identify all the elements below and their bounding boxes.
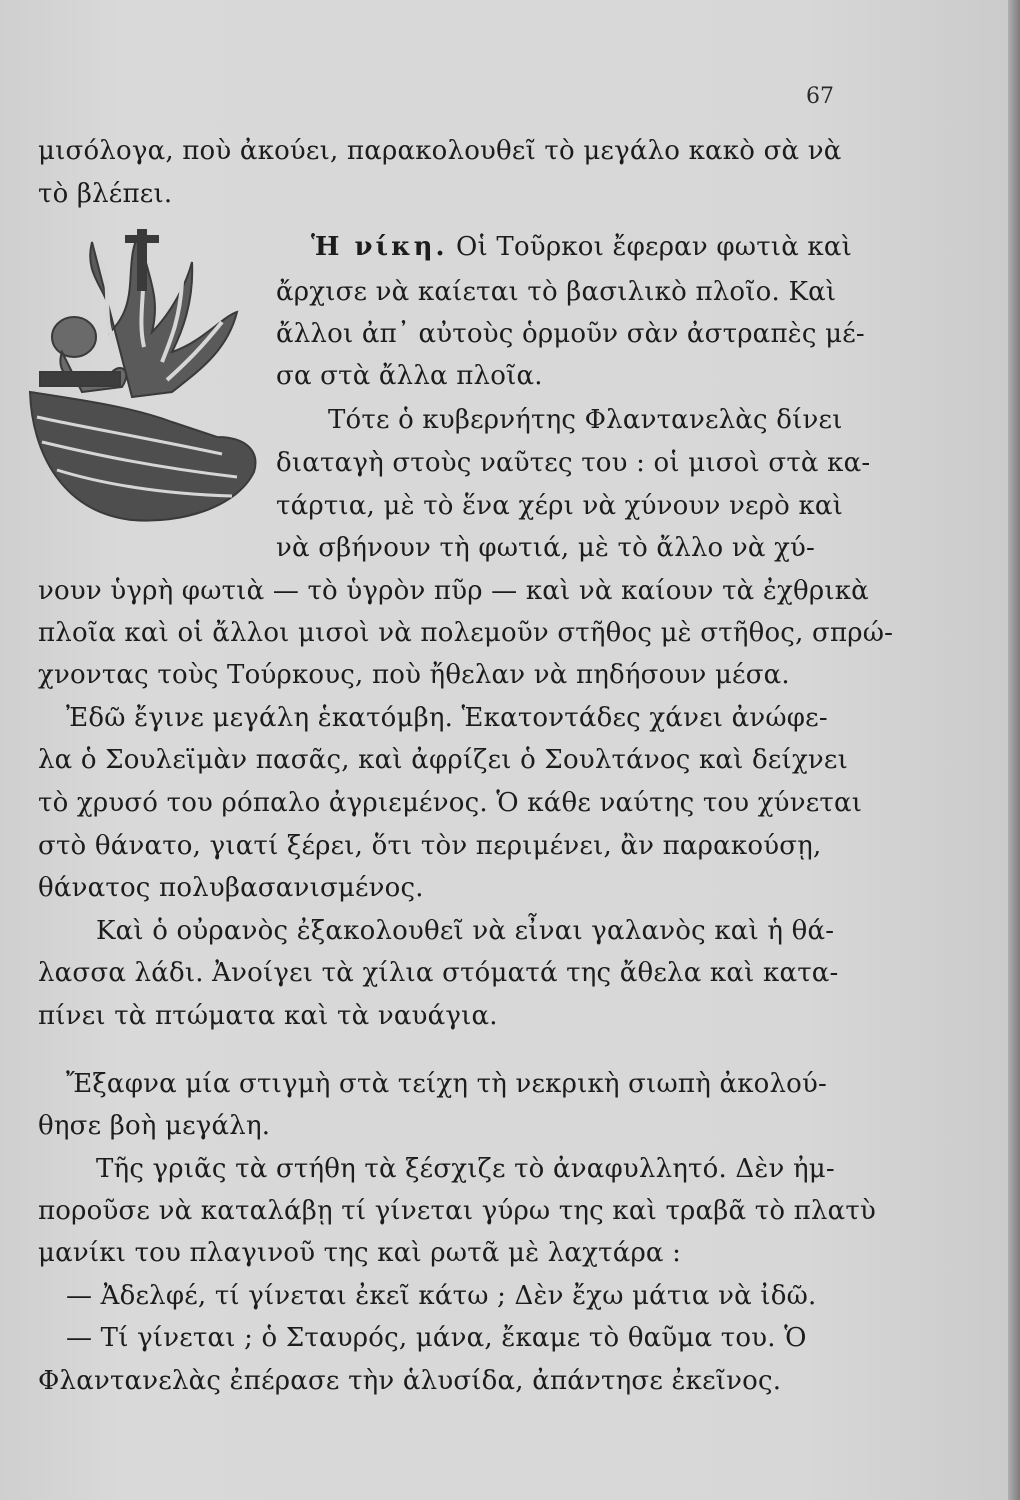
text-line-22: Ἔξαφνα μία στιγμὴ στὰ τείχη τὴ νεκρικὴ σιωπὴ ἀκολού- <box>66 1069 828 1099</box>
ship-woodcut-illustration <box>22 222 264 524</box>
text-line-7: Τότε ὁ κυβερνήτης Φλαντανελὰς δίνει <box>328 405 843 435</box>
text-line-5: ἄλλοι ἀπ᾽ αὐτοὺς ὁρμοῦν σὰν ἀστραπὲς μέ- <box>276 319 865 349</box>
text-line-23: θησε βοὴ μεγάλη. <box>38 1111 271 1141</box>
text-line-21: πίνει τὰ πτώματα καὶ τὰ ναυάγια. <box>38 1001 498 1031</box>
text-line-8: διαταγὴ στοὺς ναῦτες του : οἱ μισοὶ στὰ κα- <box>276 448 871 478</box>
text-line-20: λασσα λάδι. Ἀνοίγει τὰ χίλια στόματά της ἄθελα καὶ κατα- <box>38 958 839 988</box>
text-line-26: μανίκι του πλαγινοῦ της καὶ ρωτᾶ μὲ λαχτάρα : <box>38 1238 682 1268</box>
text-line-2: τὸ βλέπει. <box>38 179 173 209</box>
text-line-28: — Τί γίνεται ; ὁ Σταυρός, μάνα, ἔκαμε τὸ θαῦμα του. Ὁ <box>66 1323 807 1353</box>
text-line-3-rest: Οἱ Τοῦρκοι ἔφεραν φωτιὰ καὶ <box>447 232 853 262</box>
text-line-18: θάνατος πολυβασανισμένος. <box>38 873 424 903</box>
text-line-27: — Ἀδελφέ, τί γίνεται ἐκεῖ κάτω ; Δὲν ἔχω μάτια νὰ ἰδῶ. <box>66 1281 817 1311</box>
text-line-14: Ἐδῶ ἔγινε μεγάλη ἑκατόμβη. Ἑκατοντάδες χάνει ἀνώφε- <box>66 703 828 733</box>
text-line-11: νουν ὑγρὴ φωτιὰ — τὸ ὑγρὸν πῦρ — καὶ νὰ καίουν τὰ ἐχθρικὰ <box>38 576 869 606</box>
text-line-13: χνοντας τοὺς Τούρκους, ποὺ ἤθελαν νὰ πηδήσουν μέσα. <box>38 660 790 690</box>
text-line-25: ποροῦσε νὰ καταλάβῃ τί γίνεται γύρω της καὶ τραβᾶ τὸ πλατὺ <box>38 1196 876 1226</box>
page-number: 67 <box>806 84 834 109</box>
page-edge <box>1008 0 1020 1500</box>
text-line-1: μισόλογα, ποὺ ἀκούει, παρακολουθεῖ τὸ μεγάλο κακὸ σὰ νὰ <box>38 136 842 166</box>
text-line-15: λα ὁ Σουλεϊμὰν πασᾶς, καὶ ἀφρίζει ὁ Σουλτάνος καὶ δείχνει <box>38 745 848 775</box>
section-heading-niki: Ἡ νίκη. <box>311 232 448 262</box>
text-line-10: νὰ σβήνουν τὴ φωτιά, μὲ τὸ ἄλλο νὰ χύ- <box>276 533 816 563</box>
text-line-19: Καὶ ὁ οὐρανὸς ἐξακολουθεῖ νὰ εἶναι γαλανὸς καὶ ἡ θά- <box>96 916 835 946</box>
text-line-9: τάρτια, μὲ τὸ ἕνα χέρι νὰ χύνουν νερὸ καὶ <box>276 491 844 521</box>
text-line-24: Τῆς γριᾶς τὰ στήθη τὰ ξέσχιζε τὸ ἀναφυλλητό. Δὲν ἠμ- <box>96 1154 835 1184</box>
text-line-29: Φλαντανελὰς ἐπέρασε τὴν ἁλυσίδα, ἀπάντησε ἐκεῖνος. <box>38 1366 782 1396</box>
text-line-12: πλοῖα καὶ οἱ ἄλλοι μισοὶ νὰ πολεμοῦν στῆθος μὲ στῆθος, σπρώ- <box>38 618 894 648</box>
text-line-4: ἄρχισε νὰ καίεται τὸ βασιλικὸ πλοῖο. Καὶ <box>276 277 837 307</box>
text-line-3 <box>311 232 852 262</box>
text-line-16: τὸ χρυσό του ρόπαλο ἀγριεμένος. Ὁ κάθε ναύτης του χύνεται <box>38 788 863 818</box>
text-line-17: στὸ θάνατο, γιατί ξέρει, ὅτι τὸν περιμένει, ἂν παρακούσῃ, <box>38 831 822 861</box>
text-line-6: σα στὰ ἄλλα πλοῖα. <box>276 361 543 391</box>
